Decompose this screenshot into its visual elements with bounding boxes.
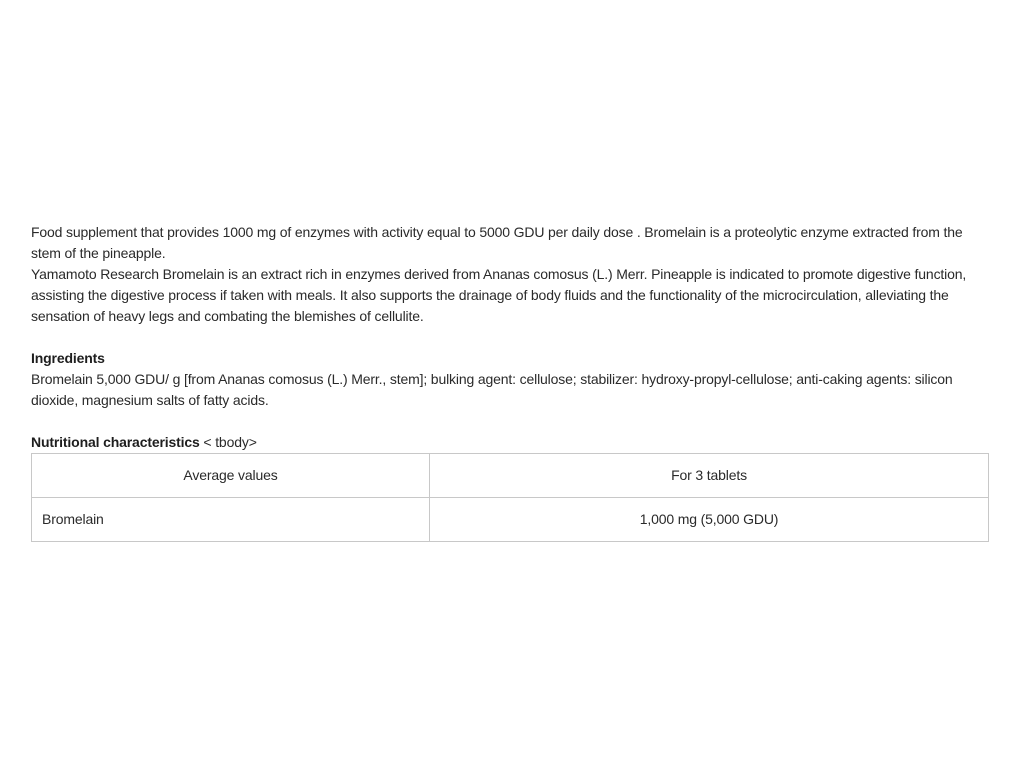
- nutrition-heading: Nutritional characteristics: [31, 434, 200, 450]
- row-nutrient-value: 1,000 mg (5,000 GDU): [430, 498, 989, 542]
- intro-paragraph-2: Yamamoto Research Bromelain is an extract rich in enzymes derived from Ananas comosus (L.) Merr. Pineapple is indicated to promote digestive function, assisting the digestive process if taken with meals. It also supports the drainage of body fluids and the functionality of the microcirculation, alleviating the sensation of heavy legs and combating the blemishes of cellulite.: [31, 266, 967, 324]
- table-header-row: [32, 454, 989, 498]
- product-description: [31, 222, 989, 542]
- ingredients-heading: Ingredients: [31, 350, 105, 366]
- header-average-values: Average values: [32, 454, 430, 498]
- ingredients-text: Bromelain 5,000 GDU/ g [from Ananas comosus (L.) Merr., stem]; bulking agent: cellulose; stabilizer: hydroxy-propyl-cellulose; anti-caking agents: silicon dioxide, magnesium salts of fatty acids.: [31, 371, 953, 408]
- spacer: [31, 411, 989, 432]
- nutrition-table: [31, 453, 989, 542]
- spacer: [31, 327, 989, 348]
- row-nutrient-name: Bromelain: [32, 498, 430, 542]
- table-row: [32, 498, 989, 542]
- header-for-3-tablets: For 3 tablets: [430, 454, 989, 498]
- nutrition-heading-line: [31, 432, 989, 453]
- intro-paragraph-1: Food supplement that provides 1000 mg of enzymes with activity equal to 5000 GDU per daily dose . Bromelain is a proteolytic enzyme extracted from the stem of the pineapple.: [31, 224, 963, 261]
- nutrition-heading-tail: < tbody>: [199, 434, 257, 450]
